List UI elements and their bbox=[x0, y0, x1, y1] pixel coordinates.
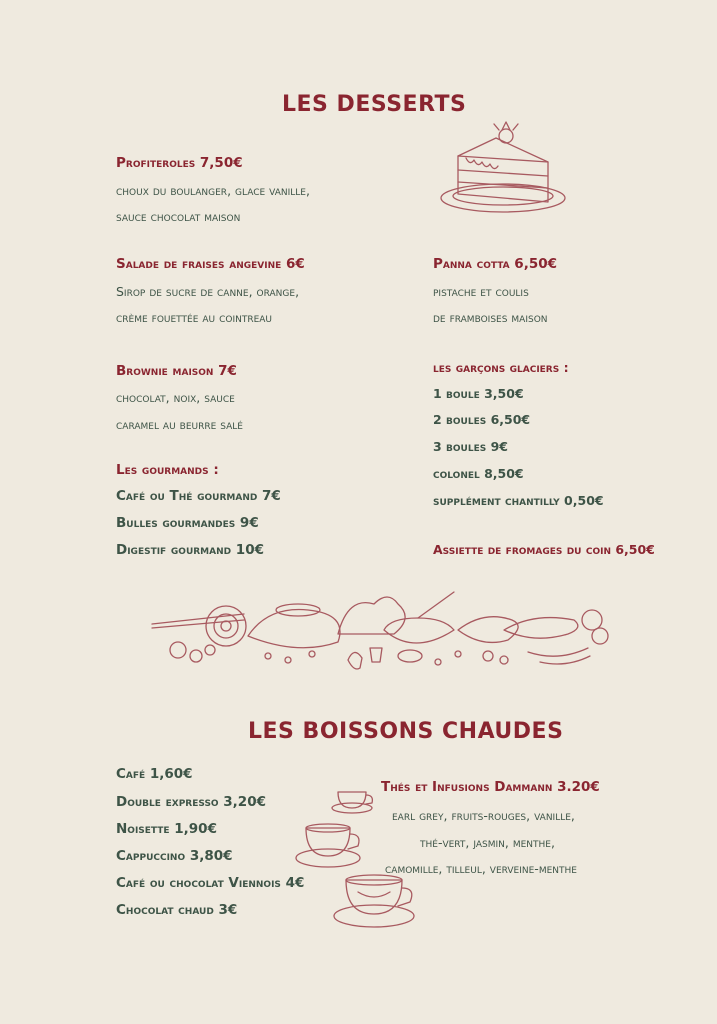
gourmands-item: Café ou Thé gourmand 7€ bbox=[116, 488, 281, 504]
gourmands-item: Bulles gourmandes 9€ bbox=[116, 515, 259, 531]
glaciers-item: 3 boules 9€ bbox=[433, 439, 508, 454]
brownie-desc-1: chocolat, noix, sauce bbox=[116, 390, 235, 405]
profiteroles-title: Profiteroles 7,50€ bbox=[116, 155, 243, 171]
boissons-title: LES BOISSONS CHAUDES bbox=[248, 719, 564, 744]
thes-desc-1: earl grey, fruits-rouges, vanille, bbox=[392, 808, 575, 823]
thes-desc-3: camomille, tilleul, verveine-menthe bbox=[385, 861, 577, 876]
panna-desc-1: pistache et coulis bbox=[433, 284, 529, 299]
panna-title: Panna cotta 6,50€ bbox=[433, 256, 557, 272]
salade-desc-1: Sirop de sucre de canne, orange, bbox=[116, 284, 300, 299]
glaciers-title: les garçons glaciers : bbox=[433, 360, 569, 375]
brownie-title: Brownie maison 7€ bbox=[116, 363, 237, 379]
boisson-item: Cappuccino 3,80€ bbox=[116, 848, 233, 864]
cake-slice-icon bbox=[436, 118, 570, 222]
glaciers-item: 1 boule 3,50€ bbox=[433, 386, 524, 401]
gourmands-title: Les gourmands : bbox=[116, 462, 219, 478]
salade-desc-2: crème fouettée au cointreau bbox=[116, 310, 273, 325]
boisson-item: Café 1,60€ bbox=[116, 766, 193, 782]
fromages-title: Assiette de fromages du coin 6,50€ bbox=[433, 542, 655, 557]
panna-desc-2: de framboises maison bbox=[433, 310, 548, 325]
bakery-still-life-icon bbox=[148, 590, 616, 670]
brownie-desc-2: caramel au beurre salé bbox=[116, 417, 243, 432]
glaciers-item: colonel 8,50€ bbox=[433, 466, 524, 481]
boisson-item: Double expresso 3,20€ bbox=[116, 794, 266, 810]
glaciers-item: 2 boules 6,50€ bbox=[433, 412, 531, 427]
desserts-title: LES DESSERTS bbox=[282, 92, 467, 117]
profiteroles-desc-1: choux du boulanger, glace vanille, bbox=[116, 183, 310, 198]
boisson-item: Noisette 1,90€ bbox=[116, 821, 217, 837]
boisson-item: Chocolat chaud 3€ bbox=[116, 902, 238, 918]
thes-title: Thés et Infusions Dammann 3.20€ bbox=[381, 779, 600, 795]
profiteroles-desc-2: sauce chocolat maison bbox=[116, 209, 241, 224]
thes-desc-2: thé-vert, jasmin, menthe, bbox=[420, 835, 555, 850]
salade-title: Salade de fraises angevine 6€ bbox=[116, 256, 305, 272]
gourmands-item: Digestif gourmand 10€ bbox=[116, 542, 264, 558]
boisson-item: Café ou chocolat Viennois 4€ bbox=[116, 875, 305, 891]
glaciers-item: supplément chantilly 0,50€ bbox=[433, 493, 604, 508]
